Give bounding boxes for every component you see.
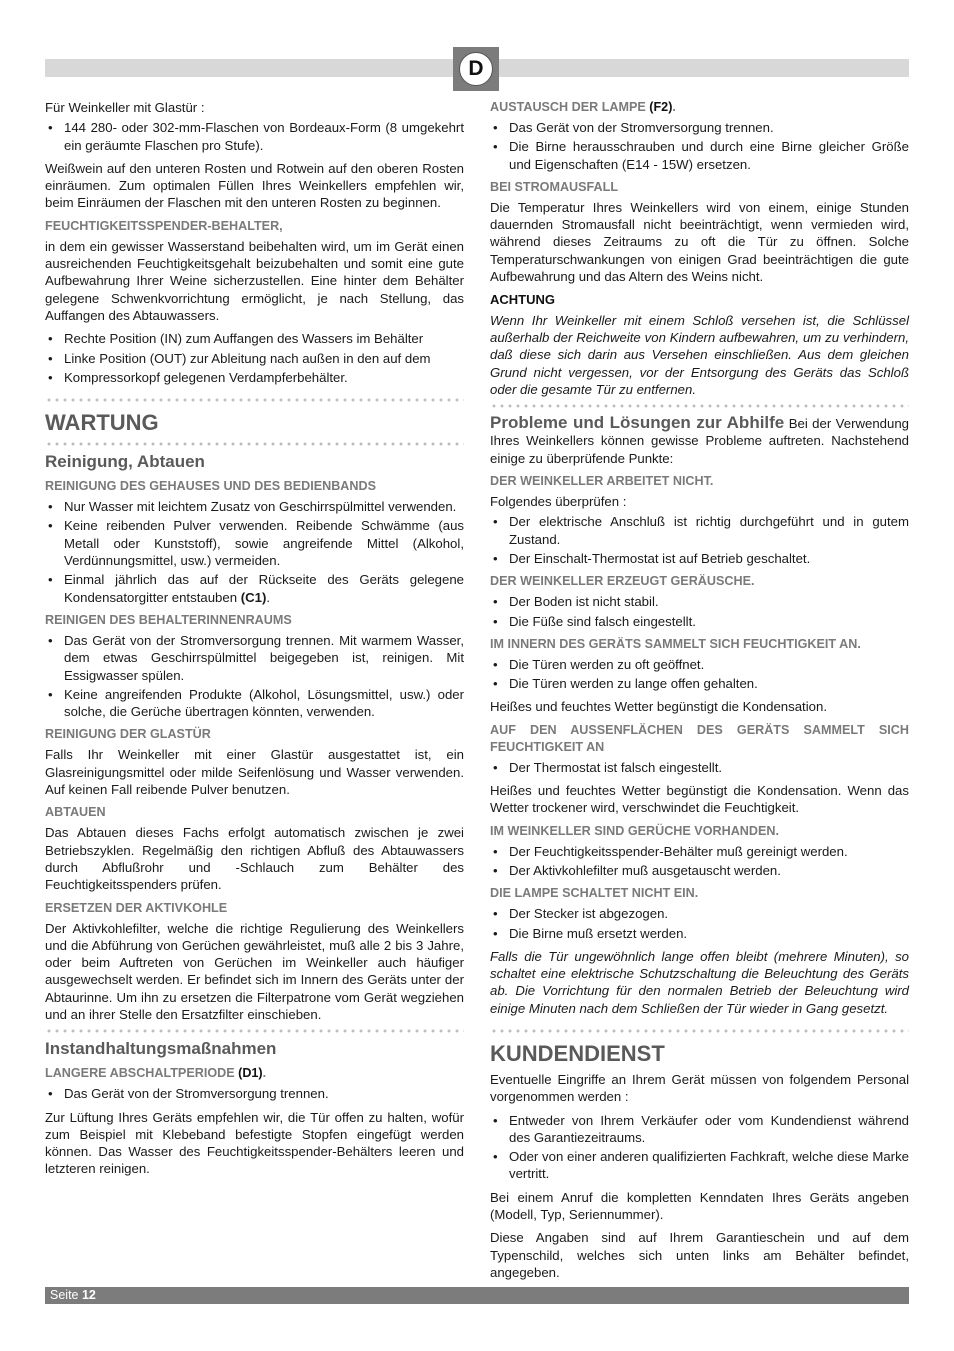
figure-ref: (C1) <box>240 589 267 605</box>
defrost-heading: ABTAUEN <box>45 805 106 820</box>
list-item: • Die Birne muß ersetzt werden. <box>490 925 909 942</box>
list-item: • Linke Position (OUT) zur Ableitung nach außen in den auf dem <box>45 350 464 367</box>
list-item-text: Einmal jährlich das auf der Rückseite des Geräts gelegene Kondensatorgitter entstauben <box>64 572 464 605</box>
list-item: • 144 280- oder 302-mm-Flaschen von Bordeaux-Form (8 umgekehrt ein geräumte Flaschen pro Stufe). <box>45 119 464 154</box>
problems-intro: Probleme und Lösungen zur Abhilfe Bei der Verwendung Ihres Weinkellers können gewisse Probleme auftreten. Nachstehend einige zu überprüfende Punkte: <box>490 413 909 466</box>
humidifier-list <box>45 330 464 386</box>
service-list <box>490 1112 909 1183</box>
page-label: Seite <box>50 1288 82 1302</box>
interior-heading: REINIGEN DES BEHALTERINNENRAUMS <box>45 612 292 627</box>
check-line: Folgendes überprüfen : <box>490 494 627 510</box>
left-column <box>45 99 464 1184</box>
problem-heading: IM WEINKELLER SIND GERÜCHE VORHANDEN. <box>490 823 779 838</box>
list-item: • Das Gerät von der Stromversorgung trennen. Mit warmem Wasser, dem etwas Geschirrspülmittel beigegeben ist, reinigen. Mit Essigwasser spülen. <box>45 632 464 684</box>
list-item: • Keine angreifenden Produkte (Alkohol, Lösungsmittel, usw.) oder solche, die Gerüche übertragen könnten, verwenden. <box>45 686 464 721</box>
problem-heading: DER WEINKELLER ARBEITET NICHT. <box>490 474 714 489</box>
lamp-list <box>490 119 909 173</box>
problem-heading: DER WEINKELLER ERZEUGT GERÄUSCHE. <box>490 574 755 589</box>
service-paragraph: Bei einem Anruf die kompletten Kenndaten Ihres Geräts angeben (Modell, Typ, Seriennummer). <box>490 1189 909 1223</box>
problem-list <box>490 905 909 942</box>
section-title-wartung: WARTUNG <box>45 410 159 436</box>
divider <box>45 1029 464 1033</box>
service-paragraph: Diese Angaben sind auf Ihrem Garantieschein und auf dem Typenschild, welches sich unten links am Behälter befindet, angegeben. <box>490 1230 909 1280</box>
power-failure-paragraph: Die Temperatur Ihres Weinkellers wird von einem, einige Stunden dauernden Stromausfall nicht beeinträchtigt, wenn vermieden wird, während dieses Zeitraums zu oft die Tür zu öffnen. Solche Temperaturschwankungen von einigen Grad beeinträchtigen die gute Aufbewahrung und das Altern des Weins nicht. <box>490 199 909 285</box>
figure-ref: (D1) <box>238 1066 263 1081</box>
housing-heading: REINIGUNG DES GEHAUSES UND DES BEDIENBANDS <box>45 479 376 494</box>
list-item: • Das Gerät von der Stromversorgung trennen. <box>45 1085 464 1102</box>
list-item: • Nur Wasser mit leichtem Zusatz von Geschirrspülmittel verwenden. <box>45 498 464 515</box>
interior-list <box>45 632 464 720</box>
service-paragraph: Eventuelle Eingriffe an Ihrem Gerät müssen von folgendem Personal vorgenommen werden : <box>490 1071 909 1105</box>
divider <box>45 442 464 446</box>
problem-list <box>490 759 909 776</box>
list-item: • Die Türen werden zu oft geöffnet. <box>490 656 909 673</box>
list-item: • Die Türen werden zu lange offen gehalten. <box>490 675 909 692</box>
list-item: • Kompressorkopf gelegenen Verdampferbehälter. <box>45 369 464 386</box>
list-item: • Entweder von Ihrem Verkäufer oder vom Kundendienst während des Garantiezeitraums. <box>490 1112 909 1147</box>
subsection-title-probleme: Probleme und Lösungen zur Abhilfe <box>490 413 785 433</box>
language-letter: D <box>459 52 493 86</box>
power-failure-heading: BEI STROMAUSFALL <box>490 179 619 194</box>
subsection-title-reinigung: Reinigung, Abtauen <box>45 452 205 472</box>
shutdown-heading: LANGERE ABSCHALTPERIODE (D1). <box>45 1066 267 1081</box>
list-item: • Keine reibenden Pulver verwenden. Reibende Schwämme (aus Metall oder Kunststoff), sowie angreifende Mittel (Alkohol, Verdünnungsmittel, usw.) vermeiden. <box>45 517 464 569</box>
section-title-kundendienst: KUNDENDIENST <box>490 1040 665 1066</box>
list-item: • Die Birne herausschrauben und durch eine Birne gleicher Größe und Eigenschaften (E14 - 15W) ersetzen. <box>490 138 909 173</box>
glass-door-heading: REINIGUNG DER GLASTÜR <box>45 727 211 742</box>
intro-paragraph: Weißwein auf den unteren Rosten und Rotwein auf den oberen Rosten einräumen. Zum optimalen Füllen Ihres Weinkellers empfehlen wir, beim Einräumen der Flaschen mit den unteren Rosten zu beginnen. <box>45 160 464 211</box>
page-number: 12 <box>81 1288 96 1302</box>
right-column <box>490 99 909 1287</box>
list-item: • Einmal jährlich das auf der Rückseite des Geräts gelegene Kondensatorgitter entstauben (C1). <box>45 571 464 606</box>
list-item: • Die Füße sind falsch eingestellt. <box>490 613 909 630</box>
divider <box>45 398 464 402</box>
list-item: • Der Feuchtigkeitsspender-Behälter muß gereinigt werden. <box>490 843 909 860</box>
problem-list <box>490 593 909 630</box>
carbon-paragraph: Der Aktivkohlefilter, welche die richtige Regulierung des Weinkellers und die Abführung von Gerüchen gewährleistet, muß alle 2 bis 3 Jahre, oder beim Auftreten von Gerüchen im Weinkeller auch häufiger ausgewechselt werden. Er befindet sich im Innern des Geräts unter der Abtaurinne. Um ihn zu ersetzen die Filterpatrone vom Gerät wegziehen und an ihrer Stelle den Ersatzfilter einschieben. <box>45 920 464 1022</box>
problem-list <box>490 513 909 567</box>
housing-list <box>45 498 464 606</box>
shutdown-list <box>45 1085 464 1102</box>
list-item: • Rechte Position (IN) zum Auffangen des Wassers im Behälter <box>45 330 464 347</box>
intro-line: Für Weinkeller mit Glastür : <box>45 100 205 115</box>
humidifier-paragraph: in dem ein gewisser Wasserstand beibehalten wird, um im Gerät einen ausreichenden Feuchtigkeitsgehalt beizubehalten und somit eine gute Aufbewahrung Ihrer Weine sicherzustellen. Eine hinter dem Behälter gelegene Schwenkvorrichtung ermöglicht, je nach Stellung, das Auffangen des Abtauwassers. <box>45 238 464 323</box>
list-item: • Der Einschalt-Thermostat ist auf Betrieb geschaltet. <box>490 550 909 567</box>
divider <box>490 1029 909 1033</box>
intro-list <box>45 119 464 154</box>
list-item: • Der Aktivkohlefilter muß ausgetauscht werden. <box>490 862 909 879</box>
problem-paragraph: Heißes und feuchtes Wetter begünstigt die Kondensation. <box>490 699 827 715</box>
footer-bar <box>45 1287 909 1304</box>
list-item: • Das Gerät von der Stromversorgung trennen. <box>490 119 909 136</box>
humidifier-heading: FEUCHTIGKEITSSPENDER-BEHALTER, <box>45 218 283 233</box>
lamp-note: Falls die Tür ungewöhnlich lange offen bleibt (mehrere Minuten), so schaltet eine elektrische Schutzschaltung die Beleuchtung des Geräts ab. Die Vorrichtung für den normalen Betrieb der Beleuchtung wird einige Minuten nach dem Schließen der Tür wieder in Gang gesetzt. <box>490 948 909 1016</box>
problem-paragraph: Heißes und feuchtes Wetter begünstigt die Kondensation. Wenn das Wetter trockener wird, verschwindet die Feuchtigkeit. <box>490 783 909 816</box>
defrost-paragraph: Das Abtauen dieses Fachs erfolgt automatisch zwischen je zwei Betriebszyklen. Regelmäßig den richtigen Abfluß des Abtauwassers durch Abflußrohr und -Schlauch zum Behälter des Feuchtigkeitsspenders prüfen. <box>45 825 464 893</box>
carbon-heading: ERSETZEN DER AKTIVKOHLE <box>45 900 228 915</box>
problem-heading: IM INNERN DES GERÄTS SAMMELT SICH FEUCHTIGKEIT AN. <box>490 636 861 651</box>
figure-ref: (F2) <box>649 100 673 114</box>
warning-paragraph: Wenn Ihr Weinkeller mit einem Schloß versehen ist, die Schlüssel außerhalb der Reichweite von Kindern aufbewahren, um zu verhindern, daß diese sich darin aus Versehen einschließen. Aus dem gleichen Grund nicht vergessen, vor der Entsorgung des Geräts das Schloß oder die gesamte Tür zu entfernen. <box>490 312 909 397</box>
list-item: • Der elektrische Anschluß ist richtig durchgeführt und in gutem Zustand. <box>490 513 909 548</box>
divider <box>490 404 909 408</box>
problem-list <box>490 843 909 880</box>
list-item: • Der Stecker ist abgezogen. <box>490 905 909 922</box>
problem-list <box>490 656 909 693</box>
subsection-title-instandhaltung: Instandhaltungsmaßnahmen <box>45 1039 277 1059</box>
list-item: • Der Boden ist nicht stabil. <box>490 593 909 610</box>
list-item: • Der Thermostat ist falsch eingestellt. <box>490 759 909 776</box>
language-badge <box>453 47 499 91</box>
shutdown-paragraph: Zur Lüftung Ihres Geräts empfehlen wir, die Tür offen zu halten, wofür zum Beispiel mit Klebeband befestigte Stopfen eingefügt werden können. Das Wasser des Feuchtigkeitsspender-Behälters leeren und letzteren reinigen. <box>45 1109 464 1177</box>
list-item: • Oder von einer anderen qualifizierten Fachkraft, welche diese Marke vertritt. <box>490 1148 909 1183</box>
glass-door-paragraph: Falls Ihr Weinkeller mit einer Glastür ausgestattet ist, ein Glasreinigungsmittel oder milde Seifenlösung und Wasser verwenden. Auf keinen Fall reibende Pulver benutzen. <box>45 747 464 798</box>
lamp-heading: AUSTAUSCH DER LAMPE (F2). <box>490 100 676 114</box>
problem-heading: AUF DEN AUSSENFLÄCHEN DES GERÄTS SAMMELT SICH FEUCHTIGKEIT AN <box>490 722 909 754</box>
problem-heading: DIE LAMPE SCHALTET NICHT EIN. <box>490 886 699 901</box>
warning-heading: ACHTUNG <box>490 292 555 308</box>
